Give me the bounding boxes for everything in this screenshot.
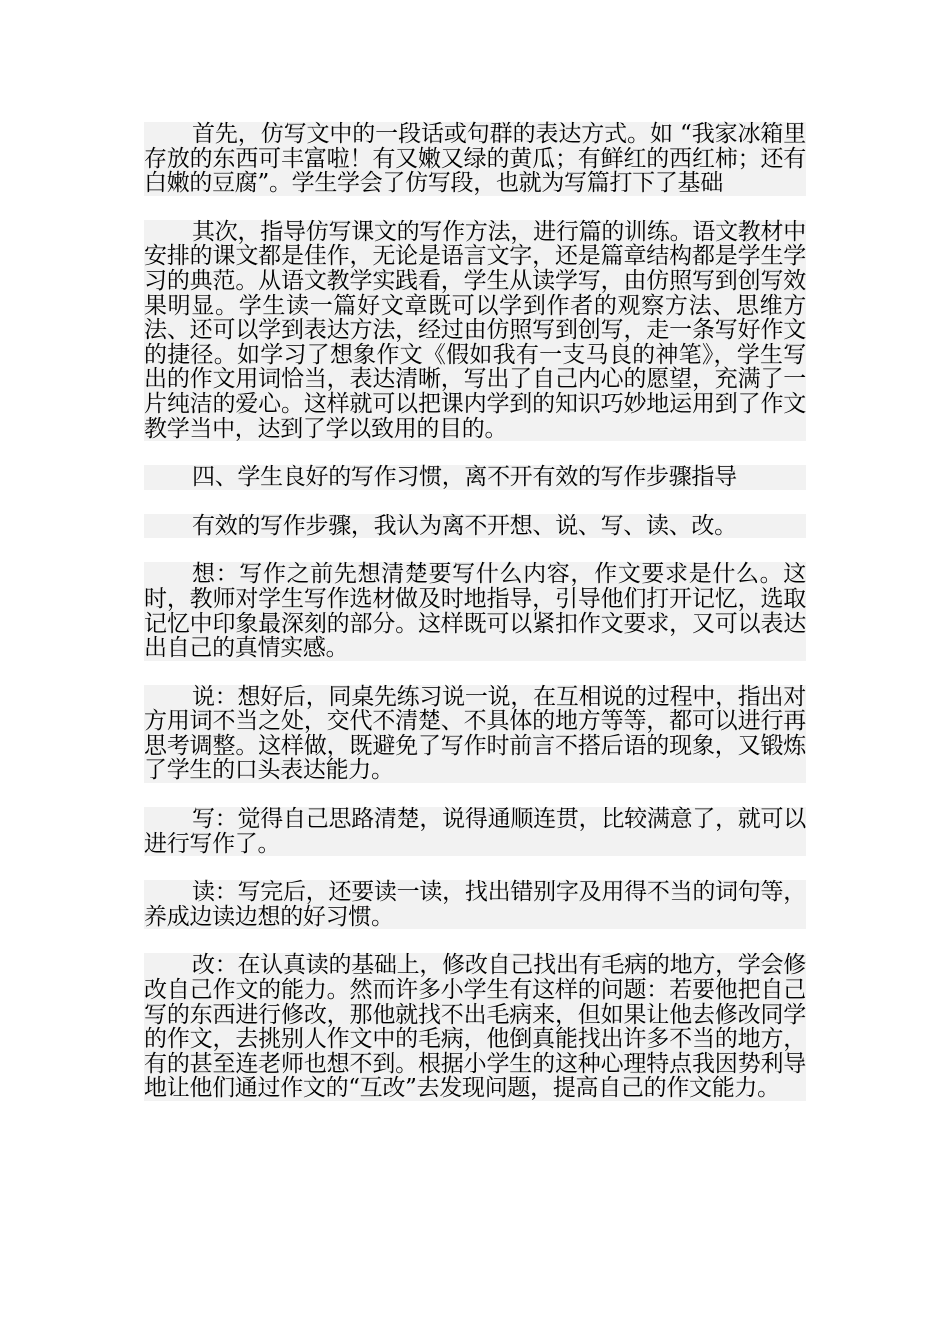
paragraph-gap [144,783,806,807]
document-body [144,122,806,1101]
paragraph-imitate-passage: 首先，仿写文中的一段话或句群的表达方式。如 “我家冰箱里存放的东西可丰富啦！有又嫩又绿的黄瓜；有鲜红的西红柿；还有白嫩的豆腐”。学生学会了仿写段，也就为写篇打下了基础 [144,121,806,197]
paragraph-read: 读：写完后，还要读一读，找出错别字及用得不当的词句等，养成边读边想的好习惯。 [144,879,806,930]
paragraph-imitate-method: 其次，指导仿写课文的写作方法，进行篇的训练。语文教材中安排的课文都是佳作，无论是语言文字，还是篇章结构都是学生学习的典范。从语文教学实践看，学生从读学写，由仿照写到创写效果明显。学生读一篇好文章既可以学到作者的观察方法、思维方法、还可以学到表达方法，经过由仿照写到创写，走一条写好作文的捷径。如学习了想象作文《假如我有一支马良的神笔》，学生写出的作文用词恰当，表达清晰，写出了自己内心的愿望，充满了一片纯洁的爱心。这样就可以把课内学到的知识巧妙地运用到了作文教学当中，达到了学以致用的目的。 [144,218,806,442]
paragraph-gap [144,856,806,880]
paragraph-gap [144,490,806,514]
section-heading-four: 四、学生良好的写作习惯，离不开有效的写作步骤指导 [144,465,806,490]
paragraph-speak: 说：想好后，同桌先练习说一说，在互相说的过程中，指出对方用词不当之处，交代不清楚、不具体的地方等等，都可以进行再思考调整。这样做，既避免了写作时前言不搭后语的现象，又锻炼了学生的口头表达能力。 [144,683,806,784]
paragraph-gap [144,929,806,953]
paragraph-gap [144,196,806,220]
paragraph-think: 想：写作之前先想清楚要写什么内容，作文要求是什么。这时，教师对学生写作选材做及时地指导，引导他们打开记忆，选取记忆中印象最深刻的部分。这样既可以紧扣作文要求，又可以表达出自己的真情实感。 [144,561,806,662]
paragraph-revise: 改：在认真读的基础上，修改自己找出有毛病的地方，学会修改自己作文的能力。然而许多小学生有这样的问题：若要他把自己写的东西进行修改，那他就找不出毛病来，但如果让他去修改同学的作文，去挑别人作文中的毛病，他倒真能找出许多不当的地方，有的甚至连老师也想不到。根据小学生的这种心理特点我因势利导地让他们通过作文的“互改”去发现问题，提高自己的作文能力。 [144,952,806,1102]
paragraph-write: 写：觉得自己思路清楚，说得通顺连贯，比较满意了，就可以进行写作了。 [144,806,806,857]
paragraph-gap [144,661,806,685]
paragraph-gap [144,441,806,465]
paragraph-writing-steps: 有效的写作步骤，我认为离不开想、说、写、读、改。 [144,514,806,539]
paragraph-gap [144,538,806,562]
